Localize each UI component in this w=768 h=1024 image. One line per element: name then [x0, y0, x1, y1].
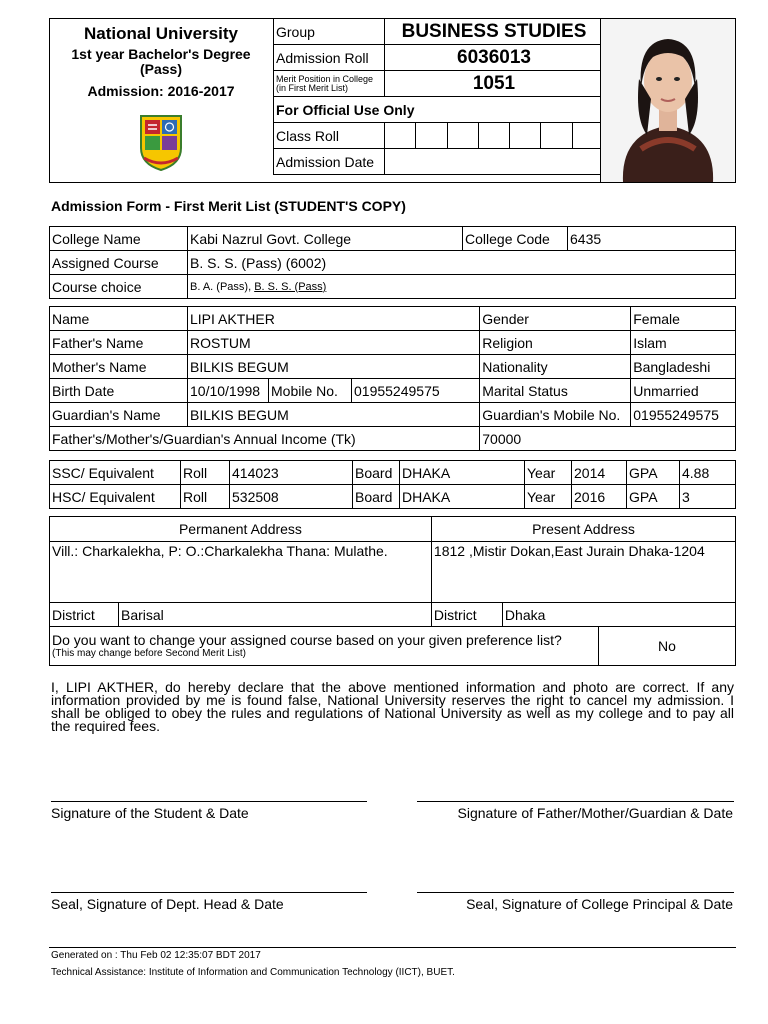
admission-date-label: Admission Date — [274, 149, 385, 175]
address-table — [49, 516, 736, 627]
birth-date-label: Birth Date — [50, 379, 188, 403]
change-answer: No — [599, 627, 736, 666]
nationality-value: Bangladeshi — [631, 355, 736, 379]
student-signature-label: Signature of the Student & Date — [51, 805, 249, 821]
assigned-course-label: Assigned Course — [50, 251, 188, 275]
student-photo — [600, 18, 736, 183]
guardian-label: Guardian's Name — [50, 403, 188, 427]
gpa-label: GPA — [627, 485, 680, 509]
mobile-value: 01955249575 — [352, 379, 480, 403]
name-value: LIPI AKTHER — [188, 307, 480, 331]
marital-value: Unmarried — [631, 379, 736, 403]
merit-value: 1051 — [385, 71, 604, 97]
header-info-table — [273, 18, 604, 175]
present-address-label: Present Address — [431, 517, 735, 542]
board-label: Board — [353, 461, 400, 485]
guardian-mobile-value: 01955249575 — [631, 403, 736, 427]
signature-line — [51, 892, 367, 893]
class-roll-box — [478, 123, 509, 149]
year-value: 2016 — [572, 485, 627, 509]
guardian-value: BILKIS BEGUM — [188, 403, 480, 427]
gpa-value: 3 — [680, 485, 736, 509]
religion-value: Islam — [631, 331, 736, 355]
group-label: Group — [274, 19, 385, 45]
year-label: Year — [525, 485, 572, 509]
class-roll-box — [572, 123, 603, 149]
degree-name: 1st year Bachelor's Degree (Pass) — [71, 46, 251, 77]
table-row — [50, 461, 736, 485]
class-roll-box — [510, 123, 541, 149]
nationality-label: Nationality — [480, 355, 631, 379]
university-block — [49, 24, 273, 99]
course-choice-2: B. S. S. (Pass) — [254, 280, 327, 293]
college-table — [49, 226, 736, 299]
dept-head-signature-label: Seal, Signature of Dept. Head & Date — [51, 896, 284, 912]
declaration-text: I, LIPI AKTHER, do hereby declare that the above mentioned information and photo are correct. If any information provided by me is found false, National University reserves the right to cancel my admission. I shall be obliged to obey the rules and regulations of National University as well as my college and to pay all the required fees. — [51, 679, 734, 734]
year-value: 2014 — [572, 461, 627, 485]
gender-label: Gender — [480, 307, 631, 331]
admission-roll-value: 6036013 — [385, 45, 604, 71]
class-roll-box — [416, 123, 447, 149]
personal-info-table — [49, 306, 736, 451]
guardian-mobile-label: Guardian's Mobile No. — [480, 403, 631, 427]
religion-label: Religion — [480, 331, 631, 355]
permanent-address-label: Permanent Address — [50, 517, 432, 542]
generated-on: Generated on : Thu Feb 02 12:35:07 BDT 2017 — [51, 950, 261, 961]
admission-date-value — [385, 149, 604, 175]
class-roll-box — [385, 123, 416, 149]
college-name-value: Kabi Nazrul Govt. College — [188, 227, 463, 251]
roll-value: 532508 — [230, 485, 353, 509]
university-logo-icon — [136, 112, 186, 174]
admission-year: Admission: 2016-2017 — [87, 83, 235, 99]
permanent-address-value: Vill.: Charkalekha, P: O.:Charkalekha Thana: Mulathe. — [50, 542, 432, 603]
official-use-label: For Official Use Only — [274, 97, 604, 123]
present-address-value: 1812 ,Mistir Dokan,East Jurain Dhaka-1204 — [431, 542, 735, 603]
college-name-label: College Name — [50, 227, 188, 251]
college-code-value: 6435 — [568, 227, 736, 251]
assigned-course-value: B. S. S. (Pass) (6002) — [188, 251, 736, 275]
footer-divider — [49, 947, 736, 948]
present-district-label: District — [431, 603, 502, 627]
gender-value: Female — [631, 307, 736, 331]
gpa-label: GPA — [627, 461, 680, 485]
exam-label: HSC/ Equivalent — [50, 485, 181, 509]
group-value: BUSINESS STUDIES — [385, 19, 604, 45]
present-district-value: Dhaka — [502, 603, 735, 627]
mother-label: Mother's Name — [50, 355, 188, 379]
birth-date-value: 10/10/1998 — [188, 379, 269, 403]
year-label: Year — [525, 461, 572, 485]
course-choice-label: Course choice — [50, 275, 188, 299]
guardian-signature-label: Signature of Father/Mother/Guardian & Date — [457, 805, 733, 821]
mobile-label: Mobile No. — [269, 379, 352, 403]
signature-line — [417, 801, 734, 802]
permanent-district-value: Barisal — [119, 603, 432, 627]
class-roll-box — [447, 123, 478, 149]
class-roll-label: Class Roll — [274, 123, 385, 149]
admission-roll-label: Admission Roll — [274, 45, 385, 71]
change-note: (This may change before Second Merit List) — [52, 648, 246, 659]
mother-value: BILKIS BEGUM — [188, 355, 480, 379]
roll-label: Roll — [181, 485, 230, 509]
roll-label: Roll — [181, 461, 230, 485]
student-photo-icon — [601, 19, 735, 182]
board-label: Board — [353, 485, 400, 509]
course-choice-1: B. A. (Pass), — [190, 280, 252, 293]
technical-assistance: Technical Assistance: Institute of Information and Communication Technology (IICT), BUET. — [51, 967, 455, 978]
college-code-label: College Code — [463, 227, 568, 251]
principal-signature-label: Seal, Signature of College Principal & Date — [466, 896, 733, 912]
permanent-district-label: District — [50, 603, 119, 627]
name-label: Name — [50, 307, 188, 331]
roll-value: 414023 — [230, 461, 353, 485]
change-course-table — [49, 626, 736, 666]
income-value: 70000 — [480, 427, 736, 451]
board-value: DHAKA — [400, 485, 525, 509]
university-name: National University — [84, 24, 238, 43]
change-question: Do you want to change your assigned course based on your given preference list? — [52, 632, 562, 648]
gpa-value: 4.88 — [680, 461, 736, 485]
education-table — [49, 460, 736, 509]
form-title: Admission Form - First Merit List (STUDENT'S COPY) — [51, 198, 406, 214]
table-row — [50, 485, 736, 509]
income-label: Father's/Mother's/Guardian's Annual Income (Tk) — [50, 427, 480, 451]
father-value: ROSTUM — [188, 331, 480, 355]
class-roll-box — [541, 123, 572, 149]
father-label: Father's Name — [50, 331, 188, 355]
marital-label: Marital Status — [480, 379, 631, 403]
exam-label: SSC/ Equivalent — [50, 461, 181, 485]
signature-line — [417, 892, 734, 893]
board-value: DHAKA — [400, 461, 525, 485]
signature-line — [51, 801, 367, 802]
merit-label: Merit Position in College (in First Merit List) — [274, 71, 385, 97]
